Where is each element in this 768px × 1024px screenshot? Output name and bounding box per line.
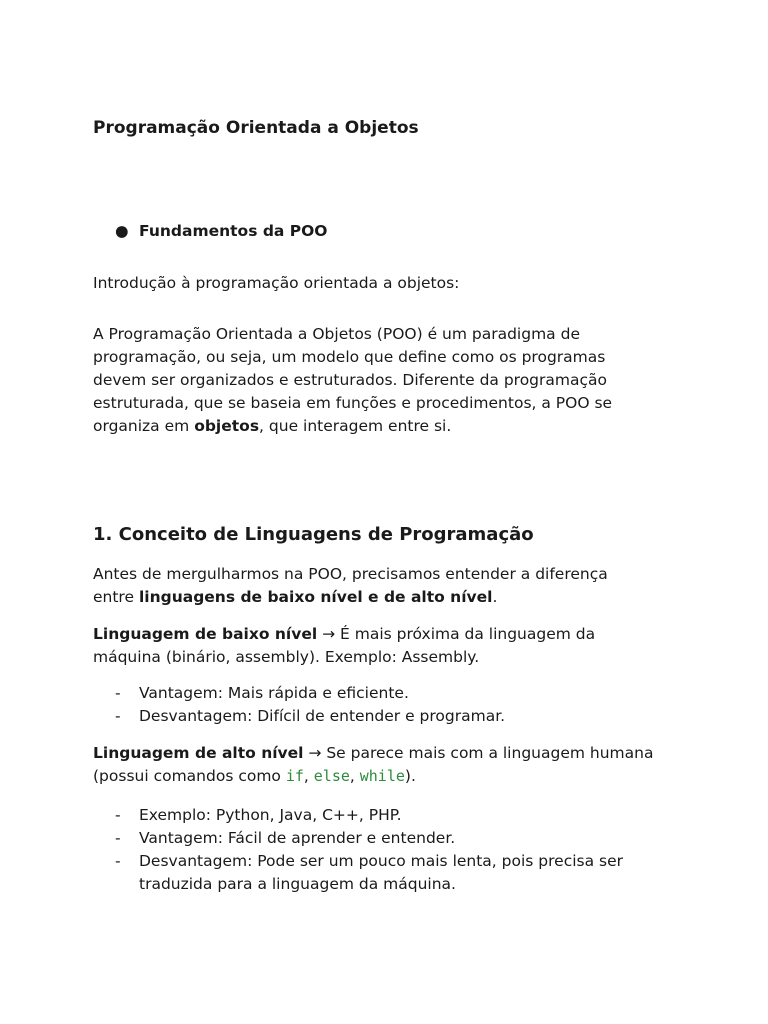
paragraph-text: A Programação Orientada a Objetos (POO) é um paradigma de programação, ou seja, um modelo que define como os programas devem ser organizados e estruturados. Diferente da programação estruturada, que se baseia em funções e procedimentos, a POO se organiza em: [93, 325, 613, 435]
code-keyword: while: [359, 767, 405, 785]
dash-marker: -: [115, 684, 121, 702]
dash-marker: -: [115, 707, 121, 725]
separator-text: ,: [303, 767, 314, 785]
dash-marker: -: [115, 806, 121, 824]
paragraph-text: ).: [404, 767, 416, 785]
list-item: [93, 705, 673, 728]
list-item: [93, 850, 673, 896]
list-item-text: Vantagem: Mais rápida e eficiente.: [139, 684, 409, 702]
paragraph-text: , que interagem entre si.: [259, 417, 452, 435]
bold-text: Linguagem de alto nível: [93, 744, 304, 762]
bold-text: Linguagem de baixo nível: [93, 625, 318, 643]
paragraph-text: .: [492, 588, 498, 606]
list-item-text: Vantagem: Fácil de aprender e entender.: [139, 829, 456, 847]
paragraph-text: → Se parece mais com a linguagem humana (possui comandos como: [93, 744, 654, 785]
list-item-text: Desvantagem: Pode ser um pouco mais lenta, pois precisa ser traduzida para a linguagem da máquina.: [139, 852, 624, 893]
low-level-paragraph: [93, 623, 653, 669]
high-level-paragraph: [93, 742, 683, 788]
list-item-text: Desvantagem: Difícil de entender e programar.: [139, 707, 506, 725]
poo-definition-paragraph: [93, 323, 653, 438]
bullet-item-fundamentos: [115, 220, 327, 243]
paragraph-text: → É mais próxima da linguagem da máquina (binário, assembly). Exemplo: Assembly.: [93, 625, 596, 666]
code-keyword: if: [285, 767, 304, 785]
list-item: [93, 682, 673, 705]
intro-text: Introdução à programação orientada a objetos:: [93, 274, 460, 292]
list-item: [93, 804, 673, 827]
bold-text: linguagens de baixo nível e de alto nível: [138, 588, 493, 606]
list-item: [93, 827, 673, 850]
dash-marker: -: [115, 852, 121, 870]
high-level-list: [93, 804, 673, 896]
separator-text: ,: [349, 767, 360, 785]
dash-marker: -: [115, 829, 121, 847]
bullet-marker: ●: [115, 222, 129, 240]
paragraph-text: Antes de mergulharmos na POO, precisamos entender a diferença entre: [93, 565, 608, 606]
code-keyword: else: [313, 767, 350, 785]
list-item-text: Exemplo: Python, Java, C++, PHP.: [139, 806, 402, 824]
bold-text: objetos: [194, 417, 260, 435]
document-title: Programação Orientada a Objetos: [93, 118, 419, 138]
low-level-list: [93, 682, 673, 728]
bullet-item-label: Fundamentos da POO: [139, 222, 328, 240]
section-heading: 1. Conceito de Linguagens de Programação: [93, 524, 534, 545]
languages-intro-paragraph: [93, 563, 653, 609]
